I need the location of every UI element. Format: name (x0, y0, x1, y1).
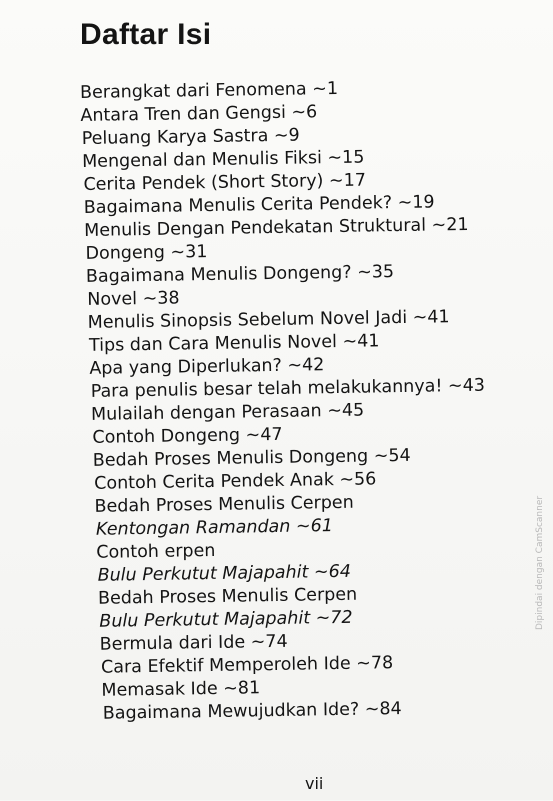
toc-entry: Apa yang Diperlukan? ~42 (89, 355, 325, 379)
toc-entry: Bagaimana Menulis Dongeng? ~35 (85, 262, 395, 287)
toc-entry: Novel ~38 (87, 288, 180, 310)
toc-entry: Bedah Proses Menulis Cerpen (94, 492, 354, 517)
toc-entry: Kentongan Ramandan ~61 (95, 516, 334, 540)
page-title: Daftar Isi (80, 18, 212, 51)
toc-entry: Menulis Sinopsis Sebelum Novel Jadi ~41 (87, 307, 450, 333)
toc-entry: Contoh Cerita Pendek Anak ~56 (94, 469, 377, 494)
toc-entry: Mengenal dan Menulis Fiksi ~15 (81, 147, 365, 172)
toc-entry: Cara Efektif Memperoleh Ide ~78 (100, 653, 394, 678)
toc-entry: Bulu Perkutut Majapahit ~64 (97, 561, 352, 586)
toc-entry: Berangkat dari Fenomena ~1 (79, 78, 339, 103)
toc-entry: Bulu Perkutut Majapahit ~72 (99, 607, 353, 632)
toc-entry: Bagaimana Mewujudkan Ide? ~84 (102, 699, 402, 724)
toc-entry: Tips dan Cara Menulis Novel ~41 (88, 331, 380, 356)
toc-entry: Menulis Dengan Pendekatan Struktural ~21 (84, 214, 469, 241)
page-number: vii (305, 774, 324, 793)
toc-entry: Mulailah dengan Perasaan ~45 (90, 400, 365, 425)
scanner-watermark: Dipindai dengan CamScanner (535, 495, 545, 630)
toc-entry: Bedah Proses Menulis Dongeng ~54 (92, 445, 411, 471)
toc-entry: Contoh Dongeng ~47 (92, 424, 283, 448)
toc-entry: Contoh erpen (96, 540, 216, 563)
toc-entry: Para penulis besar telah melakukannya! ~43 (90, 375, 486, 402)
toc-entry: Peluang Karya Sastra ~9 (81, 125, 300, 149)
toc-entry: Bedah Proses Menulis Cerpen (97, 584, 358, 609)
toc-entry: Antara Tren dan Gengsi ~6 (80, 102, 318, 126)
toc-entry: Memasak Ide ~81 (101, 678, 261, 701)
toc-entry: Cerita Pendek (Short Story) ~17 (83, 170, 367, 195)
toc-entry: Dongeng ~31 (85, 242, 208, 264)
toc-entry: Bermula dari Ide ~74 (99, 631, 288, 655)
toc-entry: Bagaimana Menulis Cerita Pendek? ~19 (83, 192, 435, 218)
